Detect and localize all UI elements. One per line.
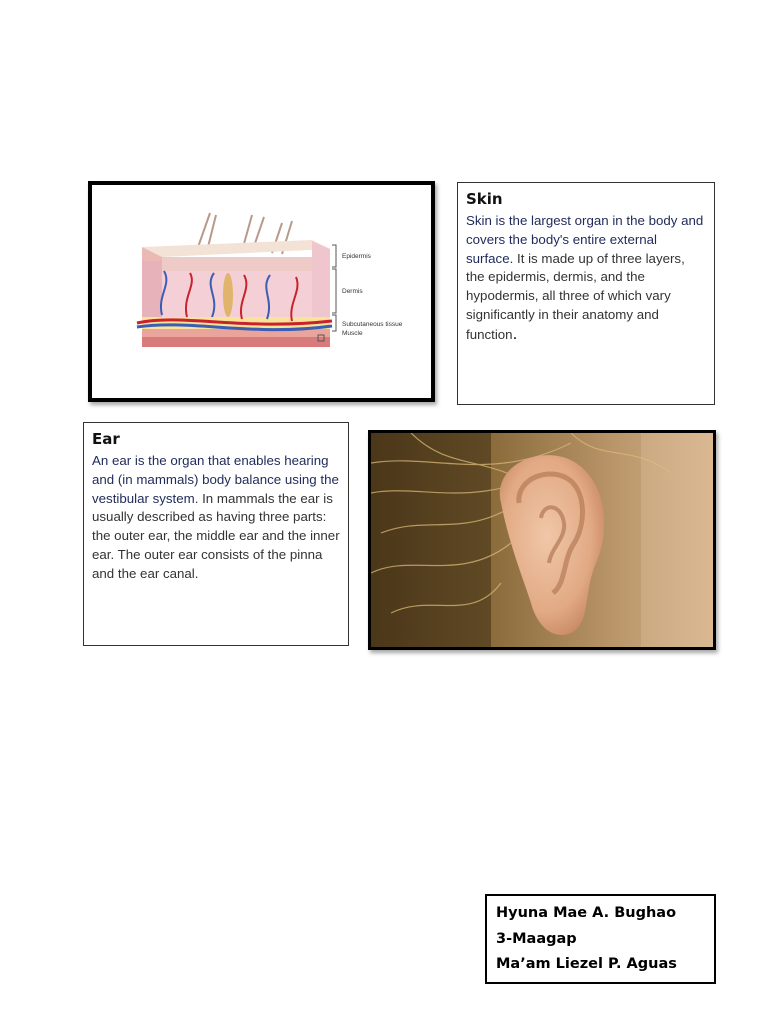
skin-text-box	[457, 182, 715, 405]
muscle-label: Muscle	[342, 330, 363, 337]
student-name: Hyuna Mae A. Bughao	[496, 905, 677, 921]
ear-photo-image	[368, 430, 716, 650]
ear-title: Ear	[92, 430, 120, 448]
skin-title: Skin	[466, 190, 503, 208]
skin-diagram-image	[88, 181, 435, 402]
signature-box	[485, 894, 716, 984]
ear-text-box	[83, 422, 349, 646]
epidermis-label: Epidermis	[342, 253, 371, 260]
ear-description-rest: . In mammals the ear is usually described as having three parts: the outer ear, the middle ear and the inner ear. The outer ear consists of the pinna and the ear canal.	[92, 490, 340, 581]
skin-description	[466, 212, 706, 345]
ear-description	[92, 452, 340, 584]
teacher-name: Ma’am Liezel P. Aguas	[496, 956, 677, 972]
ear-description-highlight: An ear is the organ that enables hearing and (in mammals) body balance using the vestibular system	[92, 453, 339, 506]
skin-description-period: .	[512, 323, 518, 343]
student-section: 3-Maagap	[496, 930, 577, 947]
skin-description-highlight: Skin is the largest organ in the body and covers the body's entire external surface	[466, 213, 704, 266]
skin-description-rest: . It is made up of three layers, the epidermis, dermis, and the hypodermis, all three of which vary significantly in their anatomy and function	[466, 250, 685, 342]
dermis-label: Dermis	[342, 288, 363, 295]
subcutaneous-label: Subcutaneous tissue	[342, 321, 403, 328]
